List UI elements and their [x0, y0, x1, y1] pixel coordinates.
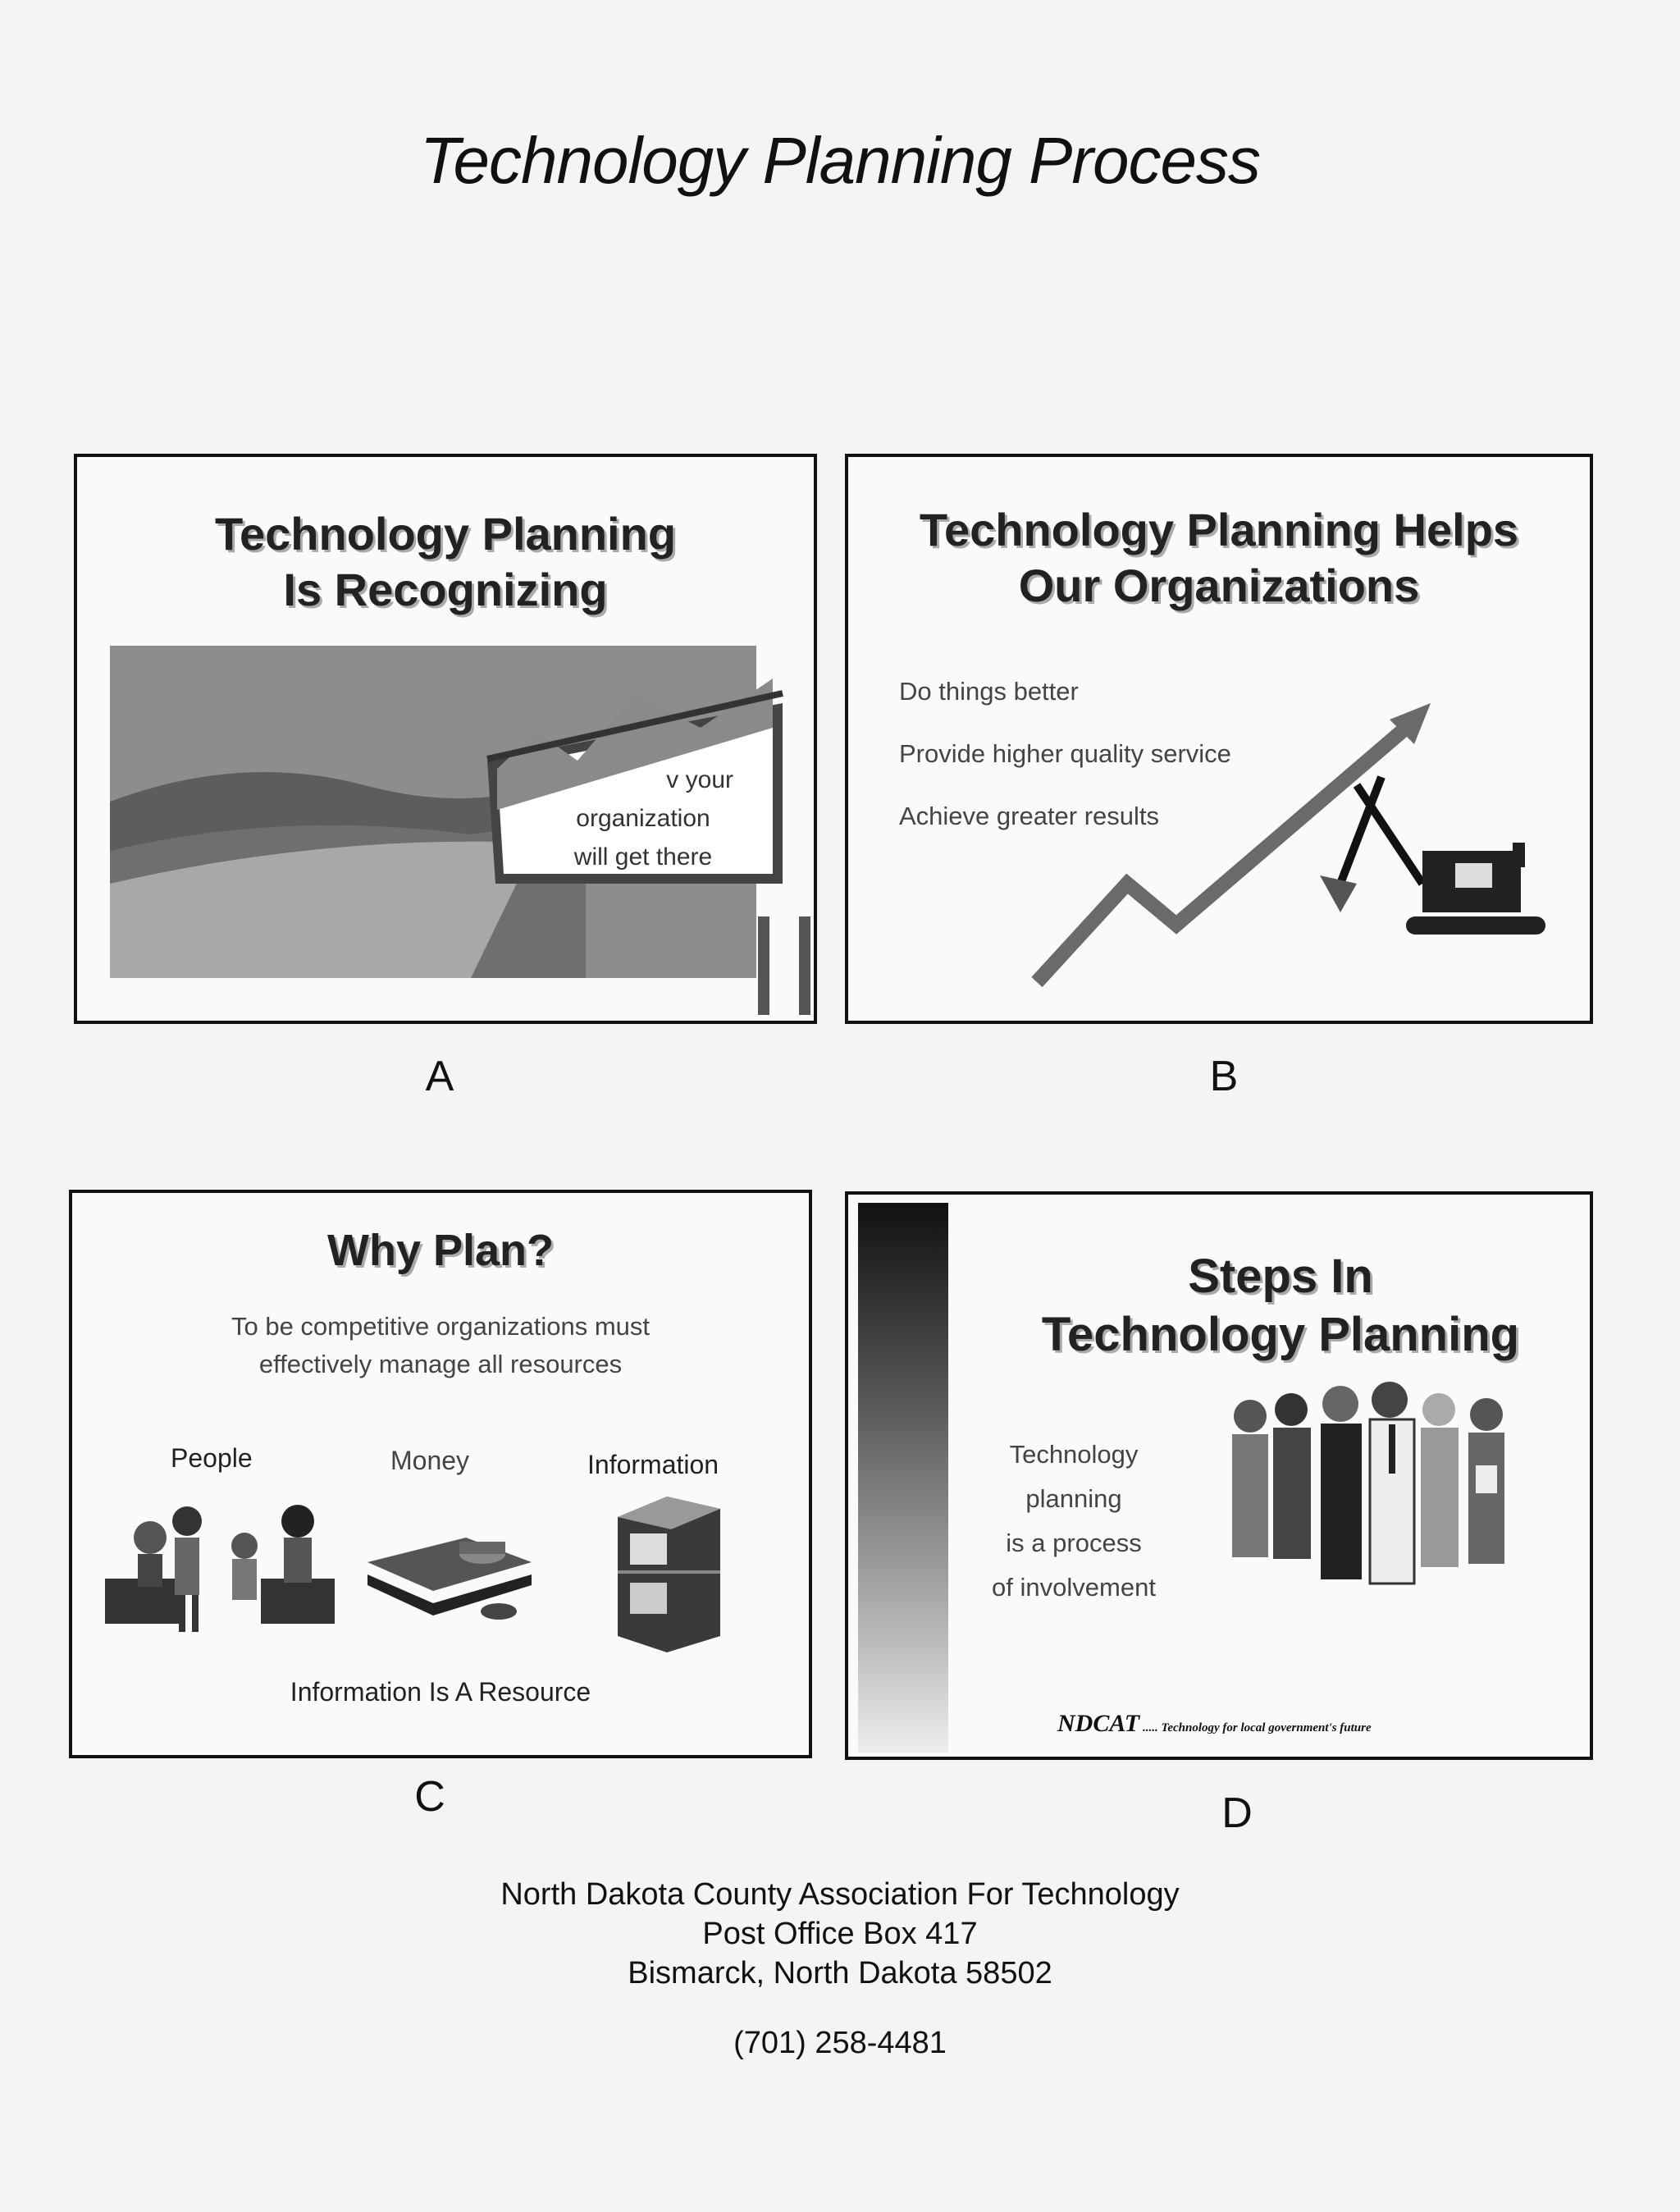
ndcat-tagline: ..... Technology for local government's future: [1143, 1721, 1372, 1734]
slide-d-title-line1: Steps In: [1188, 1250, 1373, 1303]
slide-c-subtitle-line2: effectively manage all resources: [258, 1350, 623, 1378]
slide-d-text-line: is a process: [1006, 1529, 1142, 1557]
slide-a-title-line1: Technology Planning: [214, 508, 677, 560]
org-phone: (701) 258-4481: [733, 2026, 947, 2060]
panel-label-b: B: [1209, 1053, 1239, 1100]
billboard-text: [536, 761, 750, 876]
slide-c-footer: Information Is A Resource: [290, 1677, 591, 1707]
slide-b-title-line2: Our Organizations: [1018, 560, 1420, 612]
bullet-item: Achieve greater results: [899, 802, 1160, 830]
bullet-item: Provide higher quality service: [899, 739, 1231, 768]
bullet-item: Do things better: [899, 677, 1079, 706]
resource-label-money: Money: [390, 1446, 470, 1475]
slide-panel-b: [845, 454, 1593, 1024]
slide-c-title: Why Plan?: [326, 1226, 554, 1275]
slide-panel-c: [69, 1190, 812, 1758]
billboard-line1: v your: [666, 766, 733, 793]
slide-b-title-line1: Technology Planning Helps: [919, 504, 1519, 555]
org-name: North Dakota County Association For Technology: [500, 1877, 1180, 1912]
org-address: [0, 1875, 1680, 1993]
panel-label-c: C: [414, 1773, 445, 1821]
panel-label-a: A: [425, 1053, 454, 1100]
slide-d-text-line: planning: [1025, 1484, 1122, 1513]
resource-label-people: People: [171, 1443, 253, 1473]
slide-d-title-line2: Technology Planning: [1041, 1307, 1520, 1361]
slide-c-subtitle-line1: To be competitive organizations must: [231, 1312, 651, 1341]
slide-panel-d: [845, 1191, 1593, 1760]
panel-label-d: D: [1221, 1789, 1253, 1837]
information-cabinet-icon: [72, 1193, 812, 1758]
slide-d-text-line: of involvement: [992, 1573, 1156, 1602]
road-billboard-illustration: [77, 457, 817, 1024]
slide-panel-a: [74, 454, 817, 1024]
billboard-line3: will get there: [573, 843, 713, 871]
ndcat-brand: NDCAT: [1057, 1710, 1140, 1737]
group-of-people-icon: [848, 1195, 1593, 1760]
excavator-icon: [848, 457, 1593, 1024]
resource-label-information: Information: [587, 1450, 719, 1479]
org-po-box: Post Office Box 417: [702, 1917, 978, 1951]
ndcat-brand-line: [1057, 1710, 1372, 1738]
billboard-line2: organization: [576, 805, 710, 832]
slide-a-title-line2: Is Recognizing: [283, 564, 608, 616]
org-city: Bismarck, North Dakota 58502: [628, 1956, 1052, 1990]
page-title: Technology Planning Process: [419, 124, 1261, 197]
slide-d-text-line: Technology: [1009, 1440, 1139, 1469]
